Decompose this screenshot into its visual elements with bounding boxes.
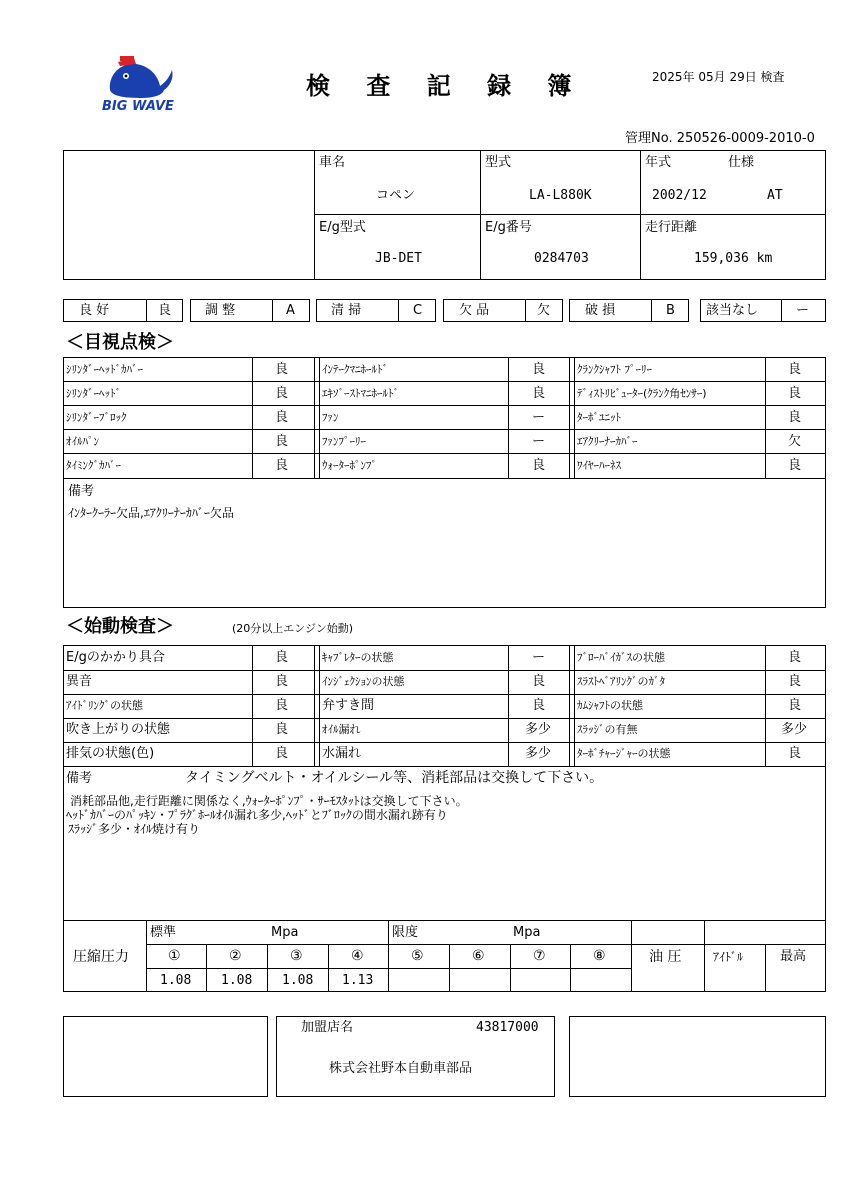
- check-item: ｲﾝｼﾞｪｸｼｮﾝの状態: [322, 675, 405, 688]
- check-item: ﾌﾞﾛｰﾊﾞｲｶﾞｽの状態: [577, 651, 665, 664]
- check-item: ﾃﾞｨｽﾄﾘﾋﾞｭｰﾀｰ(ｸﾗﾝｸ角ｾﾝｻｰ): [577, 387, 707, 400]
- check-result: 良: [275, 458, 289, 473]
- cylinder-value: 1.08: [221, 973, 253, 988]
- check-result: 良: [275, 386, 289, 401]
- check-result: 良: [275, 410, 289, 425]
- standard-label: 標準: [150, 925, 177, 940]
- check-result: 良: [275, 650, 289, 665]
- stamp-box-right: [569, 1016, 826, 1097]
- check-item: 吹き上がりの状態: [66, 722, 171, 737]
- visual-remarks-label: 備考: [68, 484, 95, 499]
- startup-remarks-line: ﾍｯﾄﾞｶﾊﾞｰのﾊﾟｯｷﾝ・ﾌﾟﾗｸﾞﾎｰﾙｵｲﾙ漏れ多少,ﾍｯﾄﾞとﾌﾞﾛｯｸの間水漏れ跡有り: [66, 808, 448, 822]
- cylinder-label: ①: [168, 948, 181, 964]
- check-item: 水漏れ: [322, 746, 362, 761]
- check-result: 多少: [781, 722, 808, 737]
- check-result: 多少: [525, 746, 552, 761]
- check-result: 良: [275, 698, 289, 713]
- model-value: LA-L880K: [529, 188, 592, 203]
- mileage-label: 走行距離: [645, 220, 698, 235]
- check-item: ﾌｧﾝ: [322, 411, 339, 424]
- check-item: ｴｷｿﾞｰｽﾄﾏﾆﾎｰﾙﾄﾞ: [322, 387, 399, 400]
- year-label: 年式: [645, 155, 672, 170]
- check-item: ｵｲﾙﾊﾟﾝ: [66, 435, 99, 448]
- engine-model-value: JB-DET: [375, 251, 422, 266]
- inspection-date: 2025年 05月 29日 検査: [652, 70, 785, 84]
- startup-remarks-main: タイミングベルト・オイルシール等、消耗部品は交換して下さい。: [185, 770, 604, 786]
- cylinder-label: ②: [229, 948, 242, 964]
- compression-label: 圧縮圧力: [73, 949, 129, 965]
- cylinder-label: ④: [351, 948, 364, 964]
- check-item: ﾌｧﾝﾌﾟｰﾘｰ: [322, 435, 366, 448]
- mileage-value: 159,036 km: [694, 251, 773, 266]
- check-result: 良: [788, 458, 802, 473]
- legend-code: ー: [796, 303, 810, 318]
- check-item: ｽﾗｯｼﾞの有無: [577, 723, 638, 736]
- stamp-box-left: [63, 1016, 268, 1097]
- big-wave-logo: [100, 52, 176, 122]
- check-item: ｸﾗﾝｸｼｬﾌﾄ ﾌﾟｰﾘｰ: [577, 363, 652, 376]
- check-item: ﾜｲﾔｰﾊｰﾈｽ: [577, 459, 621, 472]
- check-result: 良: [532, 458, 546, 473]
- cylinder-value: 1.08: [282, 973, 314, 988]
- visual-remarks: ｲﾝﾀｰｸｰﾗｰ欠品,ｴｱｸﾘｰﾅｰｶﾊﾞｰ欠品: [68, 506, 234, 520]
- startup-inspection-heading: ＜始動検査＞: [66, 616, 174, 637]
- year-value: 2002/12: [652, 188, 707, 203]
- check-result: 良: [532, 386, 546, 401]
- dealer-code: 43817000: [476, 1020, 539, 1035]
- check-item: ﾀｲﾐﾝｸﾞｶﾊﾞｰ: [66, 459, 121, 472]
- check-item: ｴｱｸﾘｰﾅｰｶﾊﾞｰ: [577, 435, 638, 448]
- check-result: 良: [532, 674, 546, 689]
- startup-remarks-line: ｽﾗｯｼﾞ多少・ｵｲﾙ焼け有り: [68, 822, 201, 836]
- check-result: 良: [275, 674, 289, 689]
- idle-label: ｱｲﾄﾞﾙ: [713, 950, 744, 964]
- check-item: ｼﾘﾝﾀﾞｰﾌﾞﾛｯｸ: [66, 411, 127, 424]
- check-result: 良: [275, 746, 289, 761]
- startup-remarks-line: 消耗部品他,走行距離に関係なく,ｳｫｰﾀｰﾎﾟﾝﾌﾟ・ｻｰﾓｽﾀｯﾄは交換して下さい。: [70, 794, 468, 808]
- legend-code: 欠: [537, 303, 551, 318]
- engine-model-label: E/g型式: [319, 220, 366, 235]
- visual-inspection-heading: ＜目視点検＞: [66, 332, 174, 353]
- max-label: 最高: [780, 949, 807, 964]
- check-result: 良: [788, 674, 802, 689]
- check-result: 良: [275, 722, 289, 737]
- limit-label: 限度: [392, 925, 419, 940]
- car-name-label: 車名: [319, 155, 346, 170]
- cylinder-label: ⑧: [593, 948, 606, 964]
- check-item: 弁すき間: [322, 698, 375, 713]
- legend-code: B: [666, 303, 675, 318]
- model-label: 型式: [485, 155, 512, 170]
- document-title: 検 査 記 録 簿: [306, 72, 586, 100]
- check-item: ｲﾝﾃｰｸﾏﾆﾎｰﾙﾄﾞ: [322, 363, 388, 376]
- oil-pressure-label: 油 圧: [649, 949, 682, 965]
- legend-label: 該当なし: [706, 303, 759, 318]
- logo-text: BIG WAVE: [102, 99, 174, 114]
- standard-unit: Mpa: [271, 925, 299, 940]
- cylinder-label: ⑥: [472, 948, 485, 964]
- check-result: 良: [275, 434, 289, 449]
- check-item: ﾀｰﾎﾞﾁｬｰｼﾞｬｰの状態: [577, 747, 671, 760]
- management-number: 管理No. 250526-0009-2010-0: [625, 131, 815, 146]
- check-result: 良: [788, 698, 802, 713]
- legend-label: 破 損: [585, 303, 616, 318]
- check-item: 排気の状態(色): [66, 746, 155, 761]
- check-item: ｼﾘﾝﾀﾞｰﾍｯﾄﾞｶﾊﾞｰ: [66, 363, 143, 376]
- legend-code: 良: [158, 303, 172, 318]
- check-item: 異音: [66, 674, 93, 689]
- cylinder-label: ⑤: [411, 948, 424, 964]
- check-result: 良: [788, 410, 802, 425]
- check-result: ー: [532, 434, 546, 449]
- legend-label: 欠 品: [459, 303, 490, 318]
- check-item: ｶﾑｼｬﾌﾄの状態: [577, 699, 643, 712]
- cylinder-value: 1.08: [160, 973, 192, 988]
- cylinder-label: ⑦: [533, 948, 546, 964]
- check-result: 多少: [525, 722, 552, 737]
- spec-value: AT: [767, 188, 783, 203]
- check-result: 良: [788, 386, 802, 401]
- startup-note: (20分以上エンジン始動): [232, 622, 354, 635]
- cylinder-label: ③: [290, 948, 303, 964]
- check-item: ｵｲﾙ漏れ: [322, 723, 361, 736]
- dealer-name: 株式会社野本自動車部品: [329, 1061, 473, 1076]
- legend-label: 良 好: [79, 303, 110, 318]
- cylinder-value: 1.13: [342, 973, 374, 988]
- check-result: 良: [788, 362, 802, 377]
- check-result: 良: [788, 746, 802, 761]
- check-result: 欠: [788, 434, 802, 449]
- check-result: 良: [532, 362, 546, 377]
- check-item: ｷｬﾌﾞﾚﾀｰの状態: [322, 651, 394, 664]
- check-item: ｽﾗｽﾄﾍﾞｱﾘﾝｸﾞのｶﾞﾀ: [577, 675, 665, 688]
- limit-unit: Mpa: [513, 925, 541, 940]
- legend-label: 清 掃: [331, 303, 362, 318]
- check-result: ー: [532, 410, 546, 425]
- check-item: ｱｲﾄﾞﾘﾝｸﾞの状態: [66, 699, 143, 712]
- check-item: E/gのかかり具合: [66, 650, 165, 665]
- legend-label: 調 整: [205, 303, 236, 318]
- engine-number-label: E/g番号: [485, 220, 532, 235]
- check-result: ー: [532, 650, 546, 665]
- startup-remarks-label: 備考: [66, 771, 93, 786]
- check-result: 良: [532, 698, 546, 713]
- check-item: ｳｫｰﾀｰﾎﾟﾝﾌﾟ: [322, 459, 377, 472]
- check-item: ﾀｰﾎﾞﾕﾆｯﾄ: [577, 411, 621, 424]
- visual-inspection-table: [63, 357, 826, 608]
- engine-number-value: 0284703: [534, 251, 589, 266]
- dealer-label: 加盟店名: [301, 1020, 354, 1035]
- spec-label: 仕様: [728, 155, 755, 170]
- legend-code: C: [413, 303, 423, 318]
- car-name: コペン: [376, 188, 416, 203]
- check-item: ｼﾘﾝﾀﾞｰﾍｯﾄﾞ: [66, 387, 121, 400]
- check-result: 良: [788, 650, 802, 665]
- check-result: 良: [275, 362, 289, 377]
- legend-code: A: [286, 303, 295, 318]
